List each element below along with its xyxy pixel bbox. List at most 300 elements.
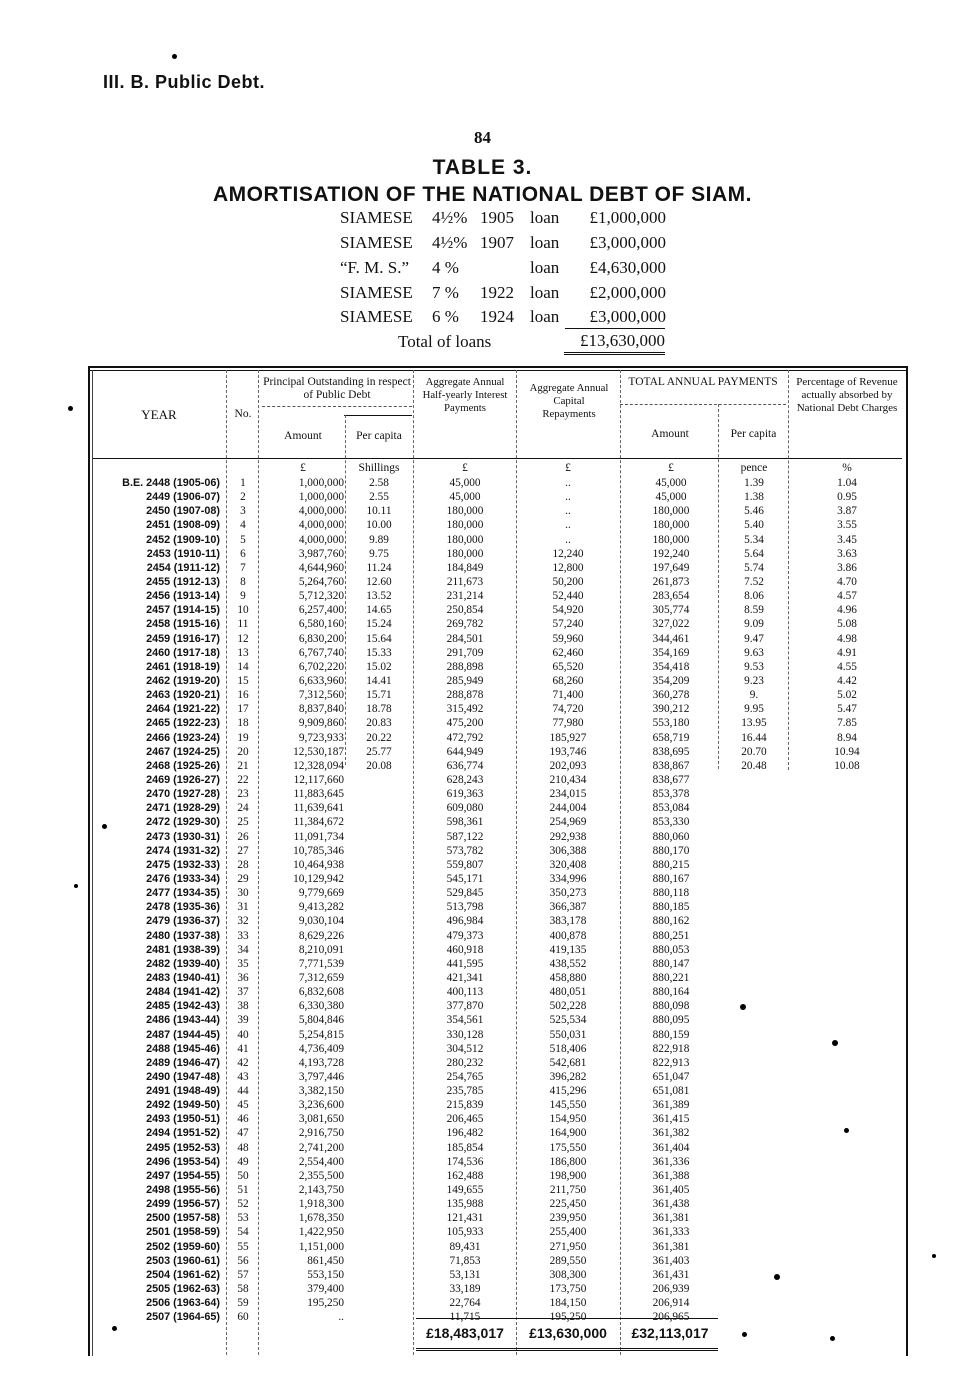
principal-amount: 4,000,000	[298, 505, 344, 518]
principal-amount: 2,355,500	[298, 1169, 344, 1182]
table-row	[0, 788, 965, 800]
total-payment: 327,022	[652, 618, 690, 631]
row-number: 43	[237, 1070, 249, 1083]
table-row	[0, 633, 965, 645]
total-payment: 880,221	[652, 971, 690, 984]
row-number: 28	[237, 858, 249, 871]
row-number: 3	[240, 505, 246, 518]
table-row	[0, 915, 965, 927]
principal-amount: 8,837,840	[298, 703, 344, 716]
table-row	[0, 562, 965, 574]
total-payment: 354,418	[652, 660, 690, 673]
row-year: 2463 (1920-21)	[146, 689, 220, 702]
total-per-capita: 20.70	[741, 745, 767, 758]
total-payment: 361,381	[652, 1240, 690, 1253]
row-number: 19	[237, 731, 249, 744]
interest-payment: 135,988	[446, 1198, 484, 1211]
total-per-capita: 5.34	[744, 533, 764, 546]
principal-amount: ..	[338, 1311, 344, 1324]
revenue-percentage: 1.04	[837, 477, 857, 489]
capital-repayment: 50,200	[552, 576, 584, 588]
row-year: 2467 (1924-25)	[146, 745, 220, 758]
row-number: 35	[237, 957, 249, 970]
total-per-capita: 5.40	[744, 519, 764, 532]
row-year: 2466 (1923-24)	[146, 731, 220, 744]
total-interest: £18,483,017	[426, 1325, 504, 1341]
capital-repayment: 550,031	[549, 1028, 587, 1041]
principal-amount: 6,580,160	[298, 618, 344, 631]
total-per-capita: 13.95	[741, 717, 767, 730]
header-capital: Aggregate Annual Capital Repayments	[529, 382, 609, 420]
interest-payment: 472,792	[446, 731, 484, 744]
loan-rate: 4½%	[432, 233, 468, 252]
loan-word: loan	[530, 208, 560, 227]
total-payment: 880,053	[652, 943, 690, 956]
payments-sub-rule	[620, 404, 786, 405]
table-row	[0, 590, 965, 602]
loan-word: loan	[530, 233, 560, 252]
principal-amount: 8,210,091	[298, 943, 344, 956]
capital-repayment: 415,296	[549, 1085, 587, 1097]
principal-amount: 8,629,226	[298, 929, 344, 942]
principal-per-capita: 2.58	[369, 477, 389, 489]
loan-amount: £3,000,000	[589, 307, 666, 326]
total-per-capita: 9.	[749, 689, 759, 702]
totals-bottom-rule	[416, 1348, 718, 1351]
table-row	[0, 618, 965, 630]
principal-amount: 6,832,608	[298, 986, 344, 998]
total-payment: 354,169	[652, 646, 690, 659]
total-payment: 838,695	[652, 745, 690, 758]
unit-interest: £	[462, 462, 468, 474]
table-row	[0, 1198, 965, 1210]
scan-speck	[68, 406, 73, 411]
header-year: YEAR	[141, 407, 177, 422]
total-payment: 192,240	[652, 547, 690, 560]
row-year: 2472 (1929-30)	[146, 816, 220, 829]
row-number: 17	[237, 703, 249, 716]
total-payment: 838,867	[652, 759, 690, 772]
row-number: 49	[237, 1155, 249, 1168]
total-payment: 361,438	[652, 1198, 690, 1211]
principal-amount: 12,328,094	[293, 759, 344, 772]
row-year: 2480 (1937-38)	[146, 929, 220, 942]
table-row	[0, 1297, 965, 1309]
row-number: 14	[237, 660, 249, 673]
loan-amount: £2,000,000	[589, 283, 666, 302]
principal-per-capita: 13.52	[366, 590, 392, 603]
revenue-percentage: 4.57	[837, 590, 857, 603]
row-year: 2468 (1925-26)	[146, 759, 220, 772]
header-total-payments: TOTAL ANNUAL PAYMENTS	[628, 376, 778, 388]
table-row	[0, 519, 965, 531]
principal-amount: 4,644,960	[298, 561, 344, 574]
capital-repayment: 366,387	[549, 901, 587, 914]
row-number: 20	[237, 745, 249, 758]
row-number: 12	[237, 632, 249, 645]
row-year: 2461 (1918-19)	[146, 660, 220, 673]
header-no: No.	[234, 408, 252, 420]
table-row	[0, 1099, 965, 1111]
interest-payment: 441,595	[446, 957, 484, 970]
capital-repayment: 198,900	[549, 1169, 587, 1182]
table-row	[0, 774, 965, 786]
total-payment: 45,000	[655, 491, 687, 504]
row-year: 2481 (1938-39)	[146, 943, 220, 956]
total-payment: 880,251	[652, 929, 690, 942]
total-payment: 880,118	[652, 887, 690, 900]
loans-sum-rule	[565, 328, 665, 329]
header-total-per-capita: Per capita	[730, 428, 777, 440]
principal-per-capita: 14.65	[366, 604, 392, 617]
row-number: 6	[240, 547, 246, 560]
principal-amount: 2,741,200	[298, 1141, 344, 1154]
row-number: 37	[237, 986, 249, 998]
principal-amount: 379,400	[307, 1283, 344, 1295]
interest-payment: 315,492	[446, 703, 484, 716]
table-row	[0, 859, 965, 871]
total-payment: 206,965	[652, 1311, 690, 1324]
interest-payment: 284,501	[446, 632, 484, 645]
interest-payment: 33,189	[449, 1283, 481, 1295]
principal-amount: 1,678,350	[298, 1212, 344, 1225]
total-payment: 880,095	[652, 1014, 690, 1027]
scan-speck	[774, 1274, 780, 1280]
loan-name: SIAMESE	[340, 283, 413, 302]
capital-repayment: ..	[565, 491, 571, 504]
principal-amount: 9,030,104	[298, 915, 344, 928]
capital-repayment: 292,938	[549, 830, 587, 843]
principal-per-capita: 2.55	[369, 491, 389, 504]
table-label: TABLE 3.	[432, 156, 533, 179]
loan-rate: 6 %	[432, 307, 459, 326]
principal-amount: 7,312,659	[298, 971, 344, 984]
principal-amount: 10,464,938	[293, 858, 344, 871]
total-per-capita: 9.23	[744, 675, 764, 687]
interest-payment: 206,465	[446, 1113, 484, 1126]
principal-per-capita: 20.22	[366, 731, 392, 744]
principal-per-capita: 15.02	[366, 660, 392, 673]
total-per-capita: 9.47	[744, 632, 764, 645]
table-row	[0, 675, 965, 687]
principal-per-capita: 9.75	[369, 547, 389, 560]
revenue-percentage: 7.85	[837, 717, 857, 730]
capital-repayment: 185,927	[549, 731, 587, 744]
total-payment: 361,405	[652, 1184, 690, 1196]
row-year: 2493 (1950-51)	[146, 1113, 220, 1126]
scan-speck	[172, 54, 177, 59]
principal-amount: 6,767,740	[298, 646, 344, 659]
interest-payment: 184,849	[446, 561, 484, 574]
row-number: 42	[237, 1056, 249, 1069]
interest-payment: 513,798	[446, 901, 484, 914]
table-row	[0, 1043, 965, 1055]
capital-repayment: 350,273	[549, 887, 587, 900]
loan-name: SIAMESE	[340, 233, 413, 252]
capital-repayment: 52,440	[552, 590, 584, 603]
total-payment: 553,180	[652, 717, 690, 730]
row-number: 26	[237, 830, 249, 843]
table-row	[0, 802, 965, 814]
revenue-percentage: 0.95	[837, 491, 857, 504]
header-per-capita: Per capita	[356, 430, 402, 442]
total-payment: 651,081	[652, 1085, 690, 1097]
interest-payment: 460,918	[446, 943, 484, 956]
loan-rate: 4 %	[432, 258, 459, 277]
principal-per-capita: 25.77	[366, 745, 392, 758]
row-year: 2503 (1960-61)	[146, 1254, 220, 1267]
row-year: 2474 (1931-32)	[146, 844, 220, 857]
principal-sub-rule-dashed	[262, 406, 412, 407]
loan-word: loan	[530, 307, 560, 326]
interest-payment: 149,655	[446, 1184, 484, 1196]
header-interest: Aggregate Annual Half-yearly Interest Payments	[422, 376, 508, 414]
table-title: AMORTISATION OF THE NATIONAL DEBT OF SIAM.	[213, 183, 752, 206]
row-number: 55	[237, 1240, 249, 1253]
interest-payment: 196,482	[446, 1127, 484, 1140]
table-row	[0, 1226, 965, 1238]
revenue-percentage: 8.94	[837, 731, 857, 744]
capital-repayment: ..	[565, 533, 571, 546]
total-payment: 361,388	[652, 1169, 690, 1182]
principal-amount: 3,081,650	[298, 1113, 344, 1126]
interest-payment: 354,561	[446, 1014, 484, 1027]
total-payment: 361,403	[652, 1254, 690, 1267]
total-payment: 880,162	[652, 915, 690, 928]
interest-payment: 285,949	[446, 675, 484, 687]
interest-payment: 254,765	[446, 1070, 484, 1083]
capital-repayment: 145,550	[549, 1099, 587, 1112]
loan-year: 1905	[480, 208, 514, 227]
total-payment: 880,060	[652, 830, 690, 843]
revenue-percentage: 4.96	[837, 604, 857, 617]
row-year: 2475 (1932-33)	[146, 858, 220, 871]
capital-repayment: 202,093	[549, 759, 587, 772]
row-year: 2456 (1913-14)	[146, 590, 220, 603]
row-year: 2495 (1952-53)	[146, 1141, 220, 1154]
capital-repayment: 502,228	[549, 1000, 587, 1013]
total-payment: 361,381	[652, 1212, 690, 1225]
capital-repayment: ..	[565, 505, 571, 518]
row-year: 2492 (1949-50)	[146, 1099, 220, 1112]
total-payment: 838,677	[652, 773, 690, 786]
row-number: 27	[237, 844, 249, 857]
total-per-capita: 5.46	[744, 505, 764, 518]
table-row	[0, 873, 965, 885]
row-year: 2485 (1942-43)	[146, 1000, 220, 1013]
row-year: 2489 (1946-47)	[146, 1056, 220, 1069]
row-number: 50	[237, 1169, 249, 1182]
principal-amount: 3,987,760	[298, 547, 344, 560]
interest-payment: 400,113	[446, 986, 484, 998]
interest-payment: 235,785	[446, 1085, 484, 1097]
table-row	[0, 1269, 965, 1281]
row-year: 2490 (1947-48)	[146, 1070, 220, 1083]
totals-top-rule	[416, 1318, 718, 1319]
row-number: 32	[237, 915, 249, 928]
table-row	[0, 1184, 965, 1196]
principal-amount: 2,916,750	[298, 1127, 344, 1140]
principal-amount: 10,129,942	[293, 872, 344, 885]
principal-amount: 4,193,728	[298, 1056, 344, 1069]
row-year: 2505 (1962-63)	[146, 1283, 220, 1295]
total-per-capita: 16.44	[741, 731, 767, 744]
interest-payment: 280,232	[446, 1056, 484, 1069]
loan-amount: £4,630,000	[589, 258, 666, 277]
row-year: 2496 (1953-54)	[146, 1155, 220, 1168]
table-row	[0, 604, 965, 616]
row-year: 2483 (1940-41)	[146, 971, 220, 984]
principal-amount: 1,000,000	[298, 477, 344, 489]
row-year: 2465 (1922-23)	[146, 717, 220, 730]
capital-repayment: 186,800	[549, 1155, 587, 1168]
scan-speck	[74, 884, 78, 888]
unit-total-per-capita: pence	[740, 462, 768, 474]
principal-amount: 11,883,645	[293, 788, 344, 801]
total-payment: 853,330	[652, 816, 690, 829]
row-year: 2482 (1939-40)	[146, 957, 220, 970]
loan-word: loan	[530, 258, 560, 277]
total-payment: 880,164	[652, 986, 690, 998]
table-row	[0, 1156, 965, 1168]
total-payment: 880,098	[652, 1000, 690, 1013]
total-per-capita: 9.09	[744, 618, 764, 631]
principal-amount: 5,254,815	[298, 1028, 344, 1041]
total-payment: 880,167	[652, 872, 690, 885]
row-year: 2484 (1941-42)	[146, 986, 220, 998]
row-number: 51	[237, 1184, 249, 1196]
interest-payment: 180,000	[446, 519, 484, 532]
revenue-percentage: 5.47	[837, 703, 857, 716]
row-number: 52	[237, 1198, 249, 1211]
interest-payment: 288,878	[446, 689, 484, 702]
interest-payment: 598,361	[446, 816, 484, 829]
table-row	[0, 944, 965, 956]
principal-per-capita: 11.24	[366, 561, 392, 574]
capital-repayment: 234,015	[549, 788, 587, 801]
interest-payment: 269,782	[446, 618, 484, 631]
row-year: 2499 (1956-57)	[146, 1198, 220, 1211]
total-per-capita: 5.64	[744, 547, 764, 560]
interest-payment: 573,782	[446, 844, 484, 857]
row-year: 2469 (1926-27)	[146, 773, 220, 786]
capital-repayment: 419,135	[549, 943, 587, 956]
total-loans-value: £13,630,000	[564, 331, 665, 355]
row-year: 2501 (1958-59)	[146, 1226, 220, 1239]
header-revenue: Percentage of Revenue actually absorbed by National Debt Charges	[796, 376, 898, 414]
interest-payment: 330,128	[446, 1028, 484, 1041]
row-year: 2449 (1906-07)	[146, 491, 220, 504]
row-number: 11	[237, 618, 249, 631]
principal-amount: 1,000,000	[298, 491, 344, 504]
capital-repayment: ..	[565, 519, 571, 532]
capital-repayment: 518,406	[549, 1042, 587, 1055]
row-number: 2	[240, 491, 246, 504]
loan-year: 1922	[480, 283, 514, 302]
row-number: 30	[237, 887, 249, 900]
capital-repayment: 68,260	[552, 675, 584, 687]
principal-amount: 5,264,760	[298, 576, 344, 588]
interest-payment: 636,774	[446, 759, 484, 772]
total-payment: 360,278	[652, 689, 690, 702]
loan-year: 1907	[480, 233, 514, 252]
total-payment: 361,336	[652, 1155, 690, 1168]
scan-speck	[740, 1004, 746, 1010]
principal-amount: 6,830,200	[298, 632, 344, 645]
row-number: 31	[237, 901, 249, 914]
table-row	[0, 1113, 965, 1125]
capital-repayment: 239,950	[549, 1212, 587, 1225]
capital-repayment: 480,051	[549, 986, 587, 998]
scan-speck	[830, 1336, 835, 1341]
row-number: 60	[237, 1311, 249, 1324]
interest-payment: 231,214	[446, 590, 484, 603]
interest-payment: 496,984	[446, 915, 484, 928]
principal-per-capita: 20.83	[366, 717, 392, 730]
scan-speck	[932, 1254, 936, 1258]
principal-amount: 1,422,950	[298, 1226, 344, 1239]
scan-speck	[742, 1332, 747, 1337]
table-row	[0, 831, 965, 843]
capital-repayment: 193,746	[549, 745, 587, 758]
interest-payment: 211,673	[446, 576, 484, 588]
table-row	[0, 689, 965, 701]
row-number: 59	[237, 1297, 249, 1310]
table-row	[0, 887, 965, 899]
revenue-percentage: 4.91	[837, 646, 857, 659]
principal-amount: 3,797,446	[298, 1070, 344, 1083]
principal-amount: 2,554,400	[298, 1155, 344, 1168]
table-row	[0, 491, 965, 503]
interest-payment: 45,000	[449, 477, 481, 489]
interest-payment: 559,807	[446, 858, 484, 871]
total-per-capita: 8.59	[744, 604, 764, 617]
total-per-capita: 1.39	[744, 477, 764, 489]
capital-repayment: 71,400	[552, 689, 584, 702]
table-row	[0, 1071, 965, 1083]
total-payment: 880,185	[652, 901, 690, 914]
unit-per-capita: Shillings	[358, 462, 400, 474]
row-number: 57	[237, 1268, 249, 1281]
row-year: 2464 (1921-22)	[146, 703, 220, 716]
total-payment: 390,212	[652, 703, 690, 716]
principal-amount: 553,150	[307, 1268, 344, 1281]
principal-amount: 861,450	[307, 1254, 344, 1267]
table-row	[0, 505, 965, 517]
row-year: 2500 (1957-58)	[146, 1212, 220, 1225]
interest-payment: 45,000	[449, 491, 481, 504]
capital-repayment: 173,750	[549, 1283, 587, 1295]
table-row	[0, 477, 965, 489]
interest-payment: 475,200	[446, 717, 484, 730]
capital-repayment: 77,980	[552, 717, 584, 730]
total-capital: £13,630,000	[529, 1325, 607, 1341]
row-number: 7	[240, 561, 246, 574]
principal-amount: 4,000,000	[298, 533, 344, 546]
table-row	[0, 1283, 965, 1295]
principal-per-capita: 10.11	[366, 505, 392, 518]
row-year: 2462 (1919-20)	[146, 675, 220, 687]
table-row	[0, 1212, 965, 1224]
principal-amount: 11,091,734	[293, 830, 344, 843]
total-payment: 361,431	[652, 1268, 690, 1281]
loan-name: SIAMESE	[340, 208, 413, 227]
row-number: 33	[237, 929, 249, 942]
capital-repayment: 542,681	[549, 1056, 587, 1069]
capital-repayment: ..	[565, 477, 571, 489]
capital-repayment: 458,880	[549, 971, 587, 984]
total-payment: 305,774	[652, 604, 690, 617]
